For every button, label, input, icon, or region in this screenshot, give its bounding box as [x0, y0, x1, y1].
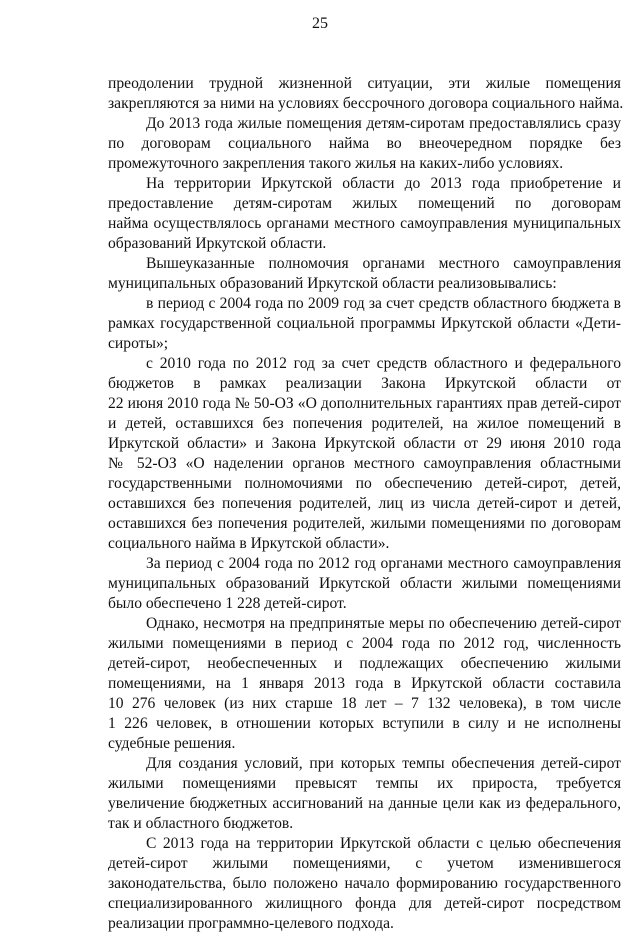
text-line: найма осуществлялось органами местного самоуправления муниципальных — [108, 215, 621, 232]
text-line: Для создания условий, при которых темпы обеспечения детей-сирот — [146, 755, 621, 772]
page-number: 25 — [312, 15, 328, 32]
text-line: в период с 2004 года по 2009 год за счет средств областного бюджета в — [146, 295, 621, 312]
text-line: образований Иркутской области. — [108, 235, 327, 252]
text-line: № 52-ОЗ «О наделении органов местного самоуправления областными — [108, 455, 621, 472]
text-line: судебные решения. — [108, 735, 236, 752]
text-line: детей-сирот жилыми помещениями, с учетом изменившегося — [108, 855, 621, 872]
text-line: государственными полномочиями по обеспечению детей-сирот, детей, — [108, 475, 621, 492]
text-line: оставшихся без попечения родителей, лиц из числа детей-сирот и детей, — [108, 495, 621, 512]
text-line: До 2013 года жилые помещения детям-сиротам предоставлялись сразу — [146, 115, 621, 132]
text-line: специализированного жилищного фонда для детей-сирот посредством — [108, 895, 621, 912]
text-line: рамках государственной социальной программы Иркутской области «Дети- — [108, 315, 621, 332]
text-line: так и областного бюджетов. — [108, 815, 294, 832]
text-line: бюджетов в рамках реализации Закона Иркутской области от — [108, 375, 621, 392]
text-line: муниципальных образований Иркутской области реализовывались: — [108, 275, 557, 292]
text-line: Иркутской области» и Закона Иркутской области от 29 июня 2010 года — [108, 435, 621, 452]
text-line: 22 июня 2010 года № 50-ОЗ «О дополнительных гарантиях прав детей-сирот — [108, 395, 621, 412]
text-line: реализации программно-целевого подхода. — [108, 915, 394, 932]
text-line: жилыми помещениями в период с 2004 года по 2012 год, численность — [108, 635, 621, 652]
text-line: было обеспечено 1 228 детей-сирот. — [108, 595, 347, 612]
text-line: и детей, оставшихся без попечения родителей, на жилое помещений в — [108, 415, 621, 432]
text-line: На территории Иркутской области до 2013 года приобретение и — [146, 175, 621, 192]
text-line: Однако, несмотря на предпринятые меры по обеспечению детей-сирот — [146, 615, 621, 632]
text-line: муниципальных образований Иркутской области жилыми помещениями — [108, 575, 621, 592]
text-line: по договорам социального найма во внеочередном порядке без — [108, 135, 621, 152]
text-line: закрепляются за ними на условиях бессрочного договора социального найма. — [108, 95, 624, 112]
text-line: С 2013 года на территории Иркутской области с целью обеспечения — [146, 835, 621, 852]
text-line: За период с 2004 года по 2012 год органами местного самоуправления — [146, 555, 621, 572]
text-line: увеличение бюджетных ассигнований на данные цели как из федерального, — [108, 795, 621, 812]
text-line: детей-сирот, необеспеченных и подлежащих обеспечению жилыми — [108, 655, 621, 672]
text-line: предоставление детям-сиротам жилых помещений по договорам — [108, 195, 621, 212]
text-line: 1 226 человек, в отношении которых вступили в силу и не исполнены — [108, 715, 621, 732]
text-line: законодательства, было положено начало формированию государственного — [108, 875, 621, 892]
text-line: промежуточного закрепления такого жилья на каких-либо условиях. — [108, 155, 564, 172]
text-line: Вышеуказанные полномочия органами местного самоуправления — [146, 255, 621, 272]
document-body — [108, 74, 624, 934]
text-line: с 2010 года по 2012 год за счет средств областного и федерального — [146, 355, 621, 372]
text-line: социального найма в Иркутской области». — [108, 535, 390, 552]
text-line: помещениями, на 1 января 2013 года в Иркутской области составила — [108, 675, 621, 692]
text-line: оставшихся без попечения родителей, жилыми помещениями по договорам — [108, 515, 621, 532]
text-line: сироты»; — [108, 335, 169, 352]
text-line: жилыми помещениями превысят темпы их прироста, требуется — [108, 775, 621, 792]
text-line: 10 276 человек (из них старше 18 лет – 7 132 человека), в том числе — [108, 695, 621, 712]
text-line: преодолении трудной жизненной ситуации, эти жилые помещения — [108, 75, 621, 92]
